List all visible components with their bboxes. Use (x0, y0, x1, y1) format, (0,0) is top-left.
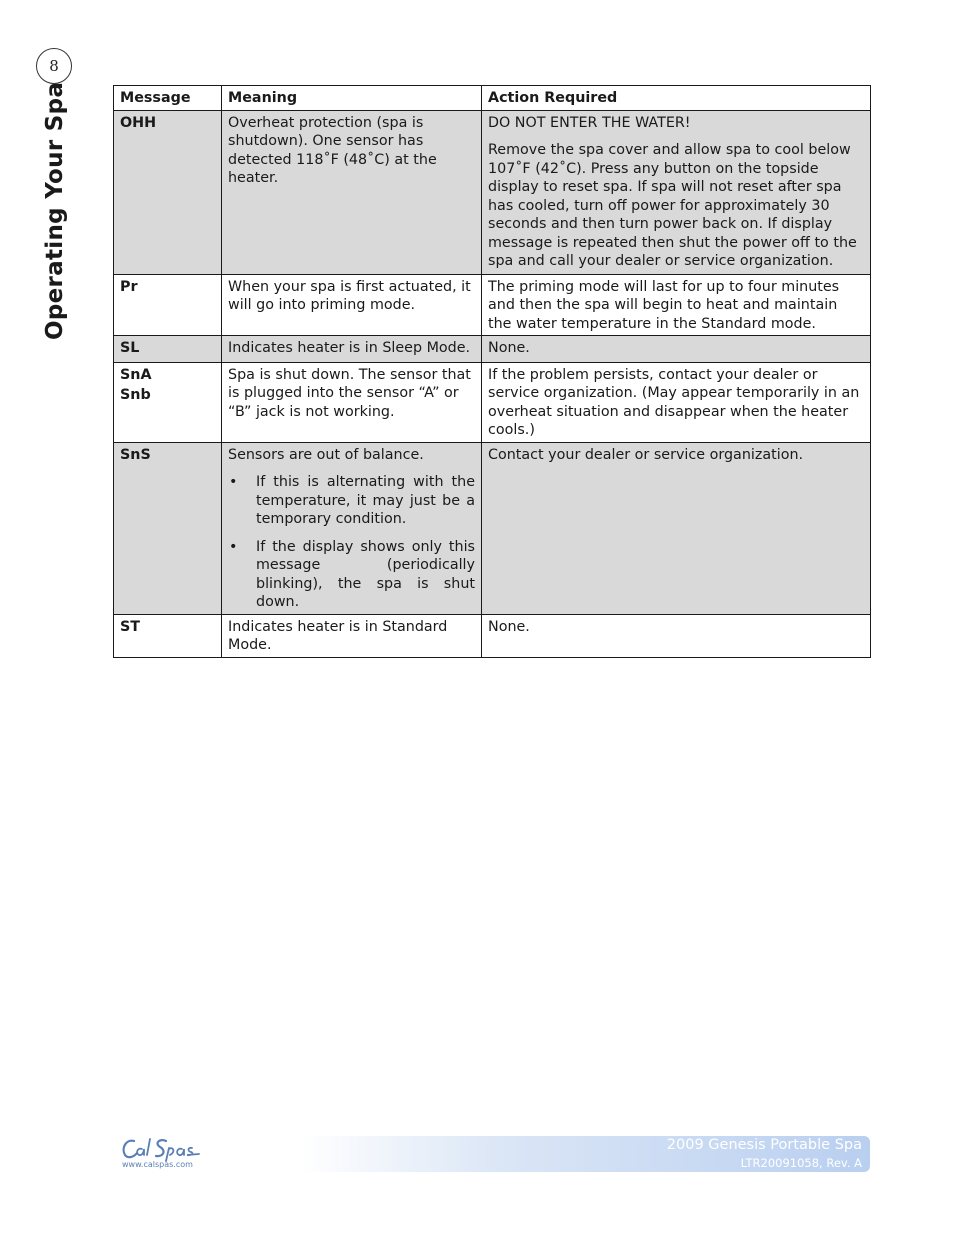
meaning-text: Spa is shut down. The sensor that is plugged into the sensor “A” or “B” jack is not working. (228, 366, 471, 420)
meaning-cell (222, 614, 482, 657)
action-warning: DO NOT ENTER THE WATER! (488, 114, 691, 131)
header-message: Message (114, 86, 222, 111)
action-cell (482, 442, 871, 614)
meaning-cell (222, 336, 482, 363)
table-row-sns (114, 442, 871, 614)
diagnostic-messages-table (113, 85, 871, 658)
bullet-icon: • (229, 474, 238, 490)
page-number (36, 48, 72, 84)
meaning-cell (222, 110, 482, 274)
meaning-cell (222, 362, 482, 442)
action-cell (482, 362, 871, 442)
footer-url: www.calspas.com (122, 1160, 193, 1169)
message-code: Snb (120, 387, 151, 403)
meaning-text: When your spa is first actuated, it will go into priming mode. (228, 278, 471, 313)
message-code-cell (114, 336, 222, 363)
meaning-text: Sensors are out of balance. (228, 446, 424, 463)
action-text: None. (488, 340, 530, 356)
bullet-text: If the display shows only this message (periodically blinking), the spa is shut down. (256, 538, 475, 610)
calspas-logo-icon (120, 1136, 200, 1162)
calspas-logo (120, 1136, 200, 1176)
table-row-pr (114, 274, 871, 336)
action-cell (482, 110, 871, 274)
message-code-cell (114, 110, 222, 274)
message-code-cell (114, 442, 222, 614)
footer-doc-number: LTR20091058, Rev. A (740, 1156, 862, 1170)
message-code: SnS (120, 446, 151, 463)
table-row-ohh (114, 110, 871, 274)
table-row-sl (114, 336, 871, 363)
table-header-row (114, 86, 871, 111)
bullet-text: If this is alternating with the temperature, it may just be a temporary condition. (256, 474, 475, 527)
action-text: Contact your dealer or service organization. (488, 446, 804, 463)
message-code-cell (114, 274, 222, 336)
action-cell (482, 614, 871, 657)
message-code: SL (120, 340, 140, 356)
footer-band (300, 1136, 870, 1172)
message-code: SnA (120, 366, 152, 383)
bullet-icon: • (229, 538, 238, 555)
meaning-text: Indicates heater is in Standard Mode. (228, 618, 448, 653)
page-number-text: 8 (49, 57, 59, 75)
meaning-text: Overheat protection (spa is shutdown). One sensor has detected 118˚F (48˚C) at the heater. (228, 114, 437, 186)
meaning-cell (222, 274, 482, 336)
table-row-st (114, 614, 871, 657)
section-title: Operating Your Spa (42, 81, 68, 340)
header-meaning: Meaning (222, 86, 482, 111)
table-row-sna-snb (114, 362, 871, 442)
list-item (228, 538, 475, 612)
message-code: ST (120, 618, 141, 635)
action-text: If the problem persists, contact your dealer or service organization. (May appear temporarily in an overheat situation and disappear when the heater cools.) (488, 366, 860, 438)
message-code-cell (114, 614, 222, 657)
action-text: Remove the spa cover and allow spa to cool below 107˚F (42˚C). Press any button on the topside display to reset spa. If spa will not reset after spa has cooled, turn off power for approximately 30 seconds and then turn power back on. If display message is repeated then shut the power off to the spa and call your dealer or service organization. (488, 142, 857, 269)
meaning-text: Indicates heater is in Sleep Mode. (228, 340, 471, 356)
list-item (228, 473, 475, 529)
action-cell (482, 274, 871, 336)
message-code: Pr (120, 278, 138, 295)
action-text: None. (488, 618, 530, 635)
header-action-required: Action Required (482, 86, 871, 111)
message-code: OHH (120, 114, 157, 131)
meaning-cell (222, 442, 482, 614)
action-text: The priming mode will last for up to four minutes and then the spa will begin to heat and maintain the water temperature in the Standard mode. (488, 278, 840, 332)
meaning-bullet-list (228, 473, 475, 612)
message-code-cell (114, 362, 222, 442)
action-cell (482, 336, 871, 363)
footer-product: 2009 Genesis Portable Spa (666, 1137, 862, 1153)
